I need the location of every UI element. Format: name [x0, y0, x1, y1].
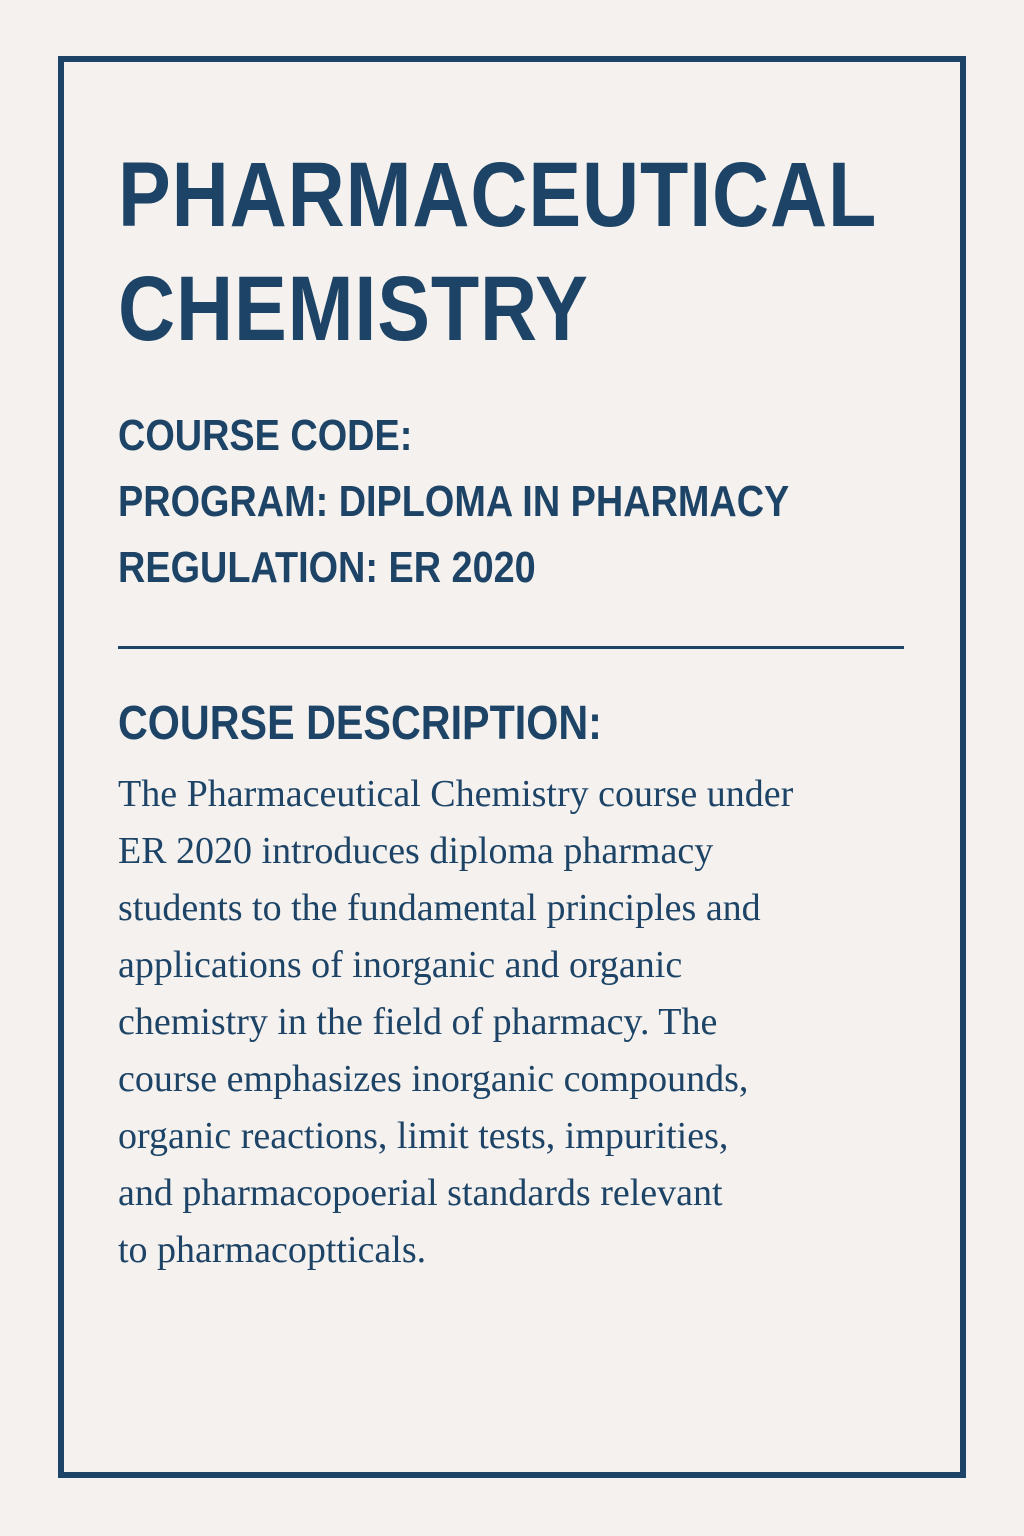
- title-line-1: PHARMACEUTICAL: [118, 144, 878, 246]
- description-line: to pharmacoptticals.: [118, 1229, 427, 1271]
- description-line: ER 2020 introduces diploma pharmacy: [118, 830, 714, 872]
- section-divider: [118, 646, 904, 649]
- description-line: The Pharmaceutical Chemistry course under: [118, 773, 794, 815]
- description-line: course emphasizes inorganic compounds,: [118, 1058, 749, 1100]
- description-body: [118, 766, 938, 1279]
- description-line: students to the fundamental principles and: [118, 887, 761, 929]
- course-code-label: COURSE CODE:: [118, 411, 413, 460]
- description-line: applications of inorganic and organic: [118, 944, 683, 986]
- description-heading: COURSE DESCRIPTION:: [118, 697, 602, 750]
- regulation-label: REGULATION: ER 2020: [118, 543, 536, 592]
- course-meta: [118, 403, 789, 601]
- title-line-2: CHEMISTRY: [118, 258, 589, 360]
- program-label: PROGRAM: DIPLOMA IN PHARMACY: [118, 477, 790, 526]
- description-line: and pharmacopoerial standards relevant: [118, 1172, 723, 1214]
- description-line: chemistry in the field of pharmacy. The: [118, 1001, 718, 1043]
- description-line: organic reactions, limit tests, impurities,: [118, 1115, 729, 1157]
- page-title: [118, 138, 877, 366]
